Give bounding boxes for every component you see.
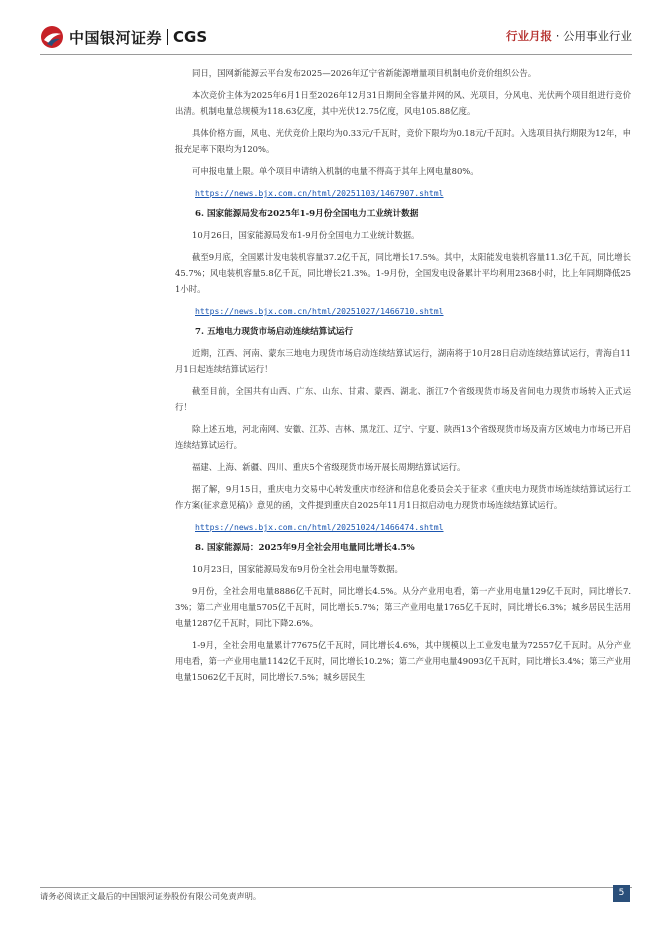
- paragraph: 1-9月，全社会用电量累计77675亿千瓦时，同比增长4.6%，其中规模以上工业发电量为72557亿千瓦时。从分产业用电看，第一产业用电量1142亿千瓦时，同比增长10.2%；第二产业用电量49093亿千瓦时，同比增长3.4%；第三产业用电量15062亿千瓦时，同比增长7.5%；城乡居民生: [175, 640, 631, 682]
- company-logo: [40, 24, 207, 50]
- paragraph: 10月23日，国家能源局发布9月份全社会用电量等数据。: [192, 564, 403, 574]
- report-type: 行业月报: [506, 29, 553, 43]
- cgs-logo-icon: [40, 25, 64, 49]
- logo-divider: [167, 29, 168, 45]
- section-heading: 6. 国家能源局发布2025年1-9月份全国电力工业统计数据: [195, 209, 419, 219]
- source-link[interactable]: https://news.bjx.com.cn/html/20251027/1466710.shtml: [195, 306, 444, 316]
- main-content: [175, 65, 631, 691]
- paragraph: 截至目前，全国共有山西、广东、山东、甘肃、蒙西、湖北、浙江7个省级现货市场及省间电力现货市场转入正式运行！: [175, 386, 631, 412]
- industry-label: 公用事业行业: [563, 29, 632, 43]
- paragraph: 同日，国网新能源云平台发布2025—2026年辽宁省新能源增量项目机制电价竞价组织公告。: [192, 68, 537, 78]
- paragraph: 9月份，全社会用电量8886亿千瓦时，同比增长4.5%。从分产业用电看，第一产业用电量129亿千瓦时，同比增长7.3%；第二产业用电量5705亿千瓦时，同比增长5.7%；第三产业用电量1765亿千瓦时，同比增长6.3%；城乡居民生活用电量1287亿千瓦时，同比下降2.6%。: [175, 586, 631, 628]
- paragraph: 据了解，9月15日，重庆电力交易中心转发重庆市经济和信息化委员会关于征求《重庆电力现货市场连续结算试运行工作方案(征求意见稿)》意见的函，文件提到重庆自2025年11月1日拟启动电力现货市场连续结算试运行。: [175, 484, 631, 510]
- paragraph: 10月26日，国家能源局发布1-9月份全国电力工业统计数据。: [192, 230, 420, 240]
- source-link[interactable]: https://news.bjx.com.cn/html/20251024/1466474.shtml: [195, 522, 444, 532]
- paragraph: 本次竞价主体为2025年6月1日至2026年12月31日期间全容量并网的风、光项目，分风电、光伏两个项目组进行竞价出清。机制电量总规模为118.63亿度，其中光伏12.75亿度，风电105.88亿度。: [175, 90, 631, 116]
- paragraph: 截至9月底，全国累计发电装机容量37.2亿千瓦，同比增长17.5%。其中，太阳能发电装机容量11.3亿千瓦，同比增长45.7%；风电装机容量5.8亿千瓦，同比增长21.3%。1-9月份，全国发电设备累计平均利用2368小时，比上年同期降低251小时。: [175, 252, 631, 294]
- footer-divider: [40, 887, 632, 888]
- paragraph: 近期，江西、河南、蒙东三地电力现货市场启动连续结算试运行，湖南将于10月28日启动连续结算试运行，青海自11月1日起连续结算试运行！: [175, 348, 631, 374]
- paragraph: 可申报电量上限。单个项目申请纳入机制的电量不得高于其年上网电量80%。: [192, 166, 479, 176]
- logo-chinese-name: 中国银河证券: [69, 28, 163, 47]
- section-heading: 7. 五地电力现货市场启动连续结算试运行: [195, 327, 354, 337]
- paragraph: 除上述五地，河北南网、安徽、江苏、吉林、黑龙江、辽宁、宁夏、陕西13个省级现货市场及南方区域电力市场已开启连续结算试运行。: [175, 424, 631, 450]
- logo-english-name: CGS: [173, 28, 208, 46]
- paragraph: 具体价格方面，风电、光伏竞价上限均为0.33元/千瓦时，竞价下限均为0.18元/千瓦时。入选项目执行期限为12年，申报充足率下限均为120%。: [175, 128, 631, 154]
- paragraph: 福建、上海、新疆、四川、重庆5个省级现货市场开展长周期结算试运行。: [192, 462, 466, 472]
- page-header: [0, 0, 662, 62]
- header-separator: ·: [555, 29, 560, 43]
- header-divider: [40, 54, 632, 55]
- source-link[interactable]: https://news.bjx.com.cn/html/20251103/1467907.shtml: [195, 188, 444, 198]
- report-category: [506, 28, 632, 44]
- section-heading: 8. 国家能源局：2025年9月全社会用电量同比增长4.5%: [195, 543, 415, 553]
- footer-disclaimer: 请务必阅读正文最后的中国银河证券股份有限公司免责声明。: [40, 891, 262, 901]
- page-number: 5: [613, 885, 630, 902]
